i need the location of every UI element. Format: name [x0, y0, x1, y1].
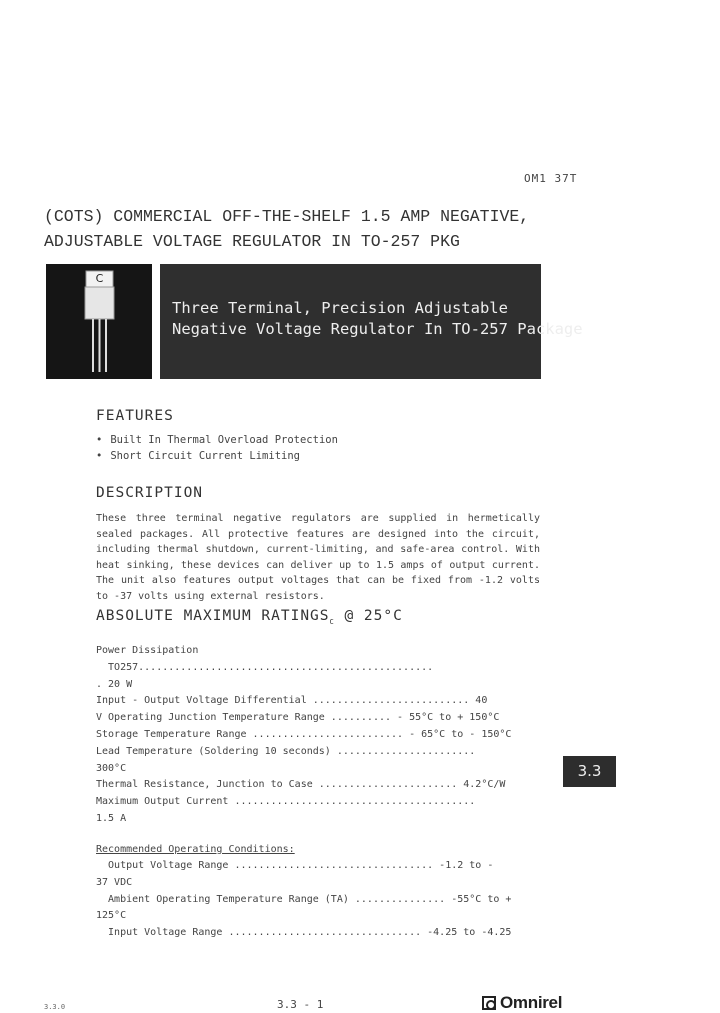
rating-line: Maximum Output Current ........................................: [96, 796, 476, 808]
ratings-heading: [96, 608, 403, 626]
logo-text: Omnirel: [500, 993, 563, 1012]
features-list: [96, 433, 338, 464]
rating-line: 300°C: [96, 762, 127, 774]
ratings-heading-suffix: @ 25°C: [334, 608, 403, 624]
rating-line: Power Dissipation: [96, 645, 199, 656]
product-banner: [160, 264, 583, 379]
rating-line: Input - Output Voltage Differential .......................... 40: [96, 695, 488, 707]
rating-line: Thermal Resistance, Junction to Case ....................... 4.2°C/W: [96, 779, 506, 791]
recommended-line: 125°C: [96, 910, 127, 922]
part-number: OM1 37T: [524, 172, 578, 185]
title-line-2: ADJUSTABLE VOLTAGE REGULATOR IN TO-257 PKG: [44, 232, 460, 251]
recommended-heading: Recommended Operating Conditions:: [96, 844, 295, 855]
section-tab: 3.3: [563, 756, 616, 787]
banner-text: [172, 298, 583, 340]
features-heading: FEATURES: [96, 408, 174, 424]
recommended-line: Input Voltage Range ................................ -4.25 to -4.25: [96, 927, 512, 939]
banner-line-2: Negative Voltage Regulator In TO-257 Package: [172, 320, 583, 338]
rating-line: Lead Temperature (Soldering 10 seconds) .......................: [96, 745, 476, 757]
ratings-heading-subscript: C: [329, 617, 335, 626]
package-pin-label: C: [95, 272, 104, 285]
ratings-list: [96, 643, 511, 828]
description-heading: DESCRIPTION: [96, 485, 204, 501]
description-text: These three terminal negative regulators are supplied in hermetically sealed packages. All protective features are designed into the circuit, including thermal shutdown, current-limiting, and safe-area control. With heat sinking, these devices can deliver up to 1.5 amps of output current. The unit also features output voltages that can be fixed from -1.2 volts to -37 volts using external resistors.: [96, 513, 540, 602]
company-logo: [482, 993, 562, 1013]
ratings-heading-text: ABSOLUTE MAXIMUM RATINGS: [96, 608, 330, 624]
recommended-line: Output Voltage Range ................................. -1.2 to -: [96, 860, 494, 871]
rating-line: V Operating Junction Temperature Range .......... - 55°C to + 150°C: [96, 712, 500, 724]
feature-item: • Built In Thermal Overload Protection: [96, 433, 338, 449]
recommended-list: [96, 858, 511, 942]
omnirel-logo-icon: [482, 996, 496, 1010]
rating-line: . 20 W: [96, 678, 133, 690]
rating-line: 1.5 A: [96, 812, 127, 824]
document-title: [44, 204, 529, 254]
title-line-1: (COTS) COMMERCIAL OFF-THE-SHELF 1.5 AMP NEGATIVE,: [44, 207, 530, 226]
banner-line-1: Three Terminal, Precision Adjustable: [172, 299, 508, 317]
package-photo: [46, 264, 152, 379]
recommended-line: Ambient Operating Temperature Range (TA) ............... -55°C to +: [96, 893, 512, 905]
rating-line: TO257.................................................: [96, 661, 434, 673]
recommended-line: 37 VDC: [96, 876, 133, 888]
footer-code: 3.3.0: [44, 1003, 66, 1011]
feature-item: • Short Circuit Current Limiting: [96, 449, 338, 465]
rating-line: Storage Temperature Range ......................... - 65°C to - 150°C: [96, 728, 512, 740]
page-number: 3.3 - 1: [277, 998, 324, 1011]
